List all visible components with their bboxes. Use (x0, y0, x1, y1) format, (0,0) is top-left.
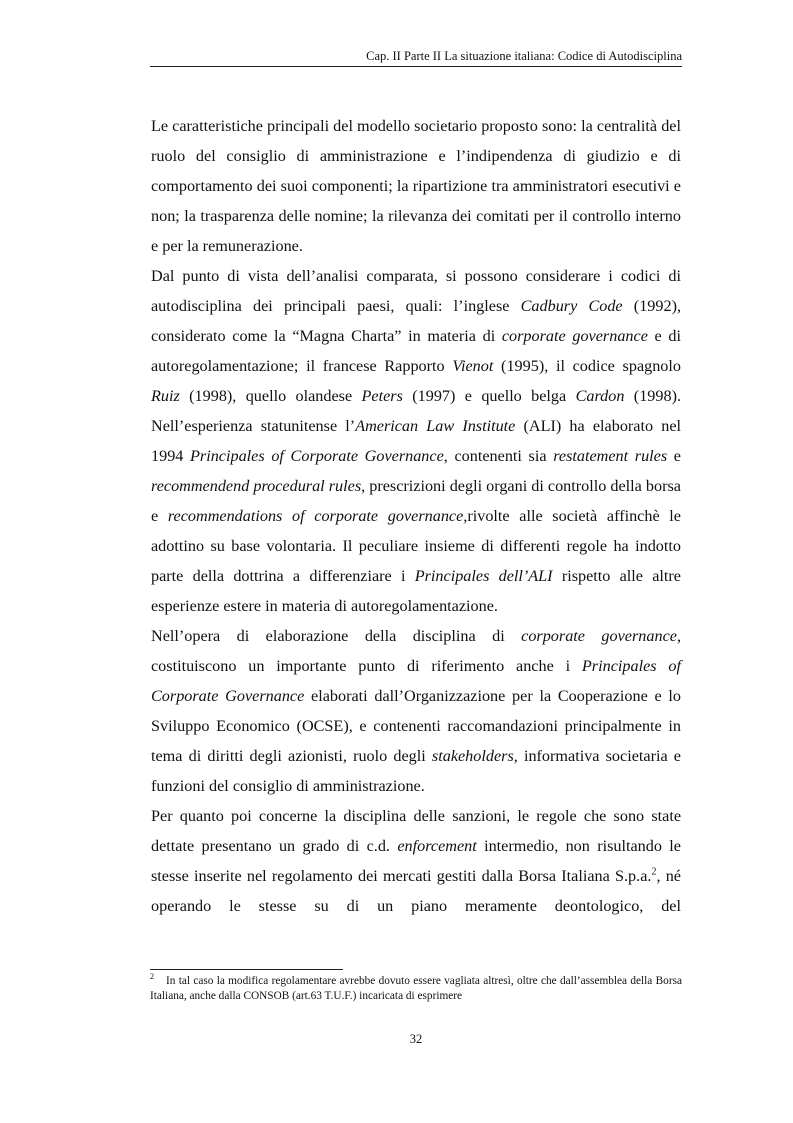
text-run: Le caratteristiche principali del modello societario proposto sono: la centralità del ruolo del consiglio di amministrazione e l’indipendenza di giudizio e di comportamento dei suoi componenti; la ripartizione tra amministratori esecutivi e non; la trasparenza delle nomine; la rilevanza dei comitati per il controllo interno e per la remunerazione. (151, 117, 681, 255)
text-run: , informativa societaria e funzioni del consiglio di amministrazione. (151, 747, 681, 795)
page-number: 32 (409, 1032, 423, 1046)
footnote-mark: 2 (150, 972, 154, 982)
text-run: , contenenti sia (443, 447, 554, 465)
italic-text: recommendend procedural rules (151, 477, 362, 495)
text-run: , prescrizioni degli organi di controllo della borsa e (151, 477, 681, 525)
paragraph (151, 621, 681, 801)
paragraph (151, 111, 681, 261)
footnote-text: In tal caso la modifica regolamentare avrebbe dovuto essere vagliata altresì, oltre che dall’assemblea della Borsa Italiana, anche dalla CONSOB (art.63 T.U.F.) incaricata di esprimere (150, 975, 682, 1002)
text-run: Nell’opera di elaborazione della disciplina di (151, 627, 522, 645)
text-run: (1998). Nell’esperienza statunitense l’ (151, 387, 682, 435)
italic-text: American Law Institute (355, 417, 516, 435)
footnote-rule (150, 969, 343, 970)
text-run: (1992), considerato come la “Magna Charta” in materia di (151, 297, 682, 345)
text-run: rivolte alle società affinchè le adottino su base volontaria. Il peculiare insieme di differenti regole ha indotto parte della dottrina a differenziare i (151, 507, 681, 585)
italic-text: Principales of Corporate Governance (190, 447, 444, 465)
header-rule (150, 66, 682, 67)
italic-text: corporate governance (501, 327, 648, 345)
text-run: , costituiscono un importante punto di riferimento anche i (151, 627, 681, 675)
text-run: e di autoregolamentazione; il francese Rapporto (151, 327, 681, 375)
text-run: rispetto alle altre esperienze estere in materia di autoregolamentazione. (151, 567, 681, 615)
text-run: intermedio, non risultando le stesse inserite nel regolamento dei mercati gestiti dalla Borsa Italiana S.p.a. (151, 837, 681, 885)
footnote-reference: 2 (651, 866, 657, 878)
italic-text: Vienot (452, 357, 494, 375)
footnote (150, 974, 682, 1004)
italic-text: Ruiz (151, 387, 180, 405)
text-run: (1997) e quello belga (402, 387, 576, 405)
italic-text: restatement rules (553, 447, 668, 465)
text-run: (ALI) ha elaborato nel 1994 (151, 417, 682, 465)
italic-text: Cardon (575, 387, 625, 405)
italic-text: recommendations of corporate governance, (167, 507, 468, 525)
italic-text: Principales dell’ALI (414, 567, 553, 585)
italic-text: Cadbury Code (520, 297, 623, 315)
paragraph (151, 801, 681, 921)
body-text (151, 111, 681, 921)
italic-text: Peters (361, 387, 403, 405)
italic-text: enforcement (397, 837, 477, 855)
italic-text: corporate governance (521, 627, 677, 645)
text-run: (1998), quello olandese (179, 387, 362, 405)
italic-text: stakeholders (431, 747, 514, 765)
text-run: elaborati dall’Organizzazione per la Cooperazione e lo Sviluppo Economico (OCSE), e contenenti raccomandazioni principalmente in tema di diritti degli azionisti, ruolo degli (151, 687, 681, 765)
italic-text: Principales of Corporate Governance (151, 657, 681, 705)
text-run: e (667, 447, 681, 465)
paragraph (151, 261, 681, 621)
text-run: Per quanto poi concerne la disciplina delle sanzioni, le regole che sono state dettate presentano un grado di c.d. (151, 807, 681, 855)
running-header: Cap. II Parte II La situazione italiana: Codice di Autodisciplina (366, 49, 682, 63)
text-run: (1995), il codice spagnolo (493, 357, 681, 375)
text-run: , né operando le stesse su di un piano meramente deontologico, del (151, 867, 681, 915)
text-run: Dal punto di vista dell’analisi comparata, si possono considerare i codici di autodisciplina dei principali paesi, quali: l’inglese (151, 267, 681, 315)
